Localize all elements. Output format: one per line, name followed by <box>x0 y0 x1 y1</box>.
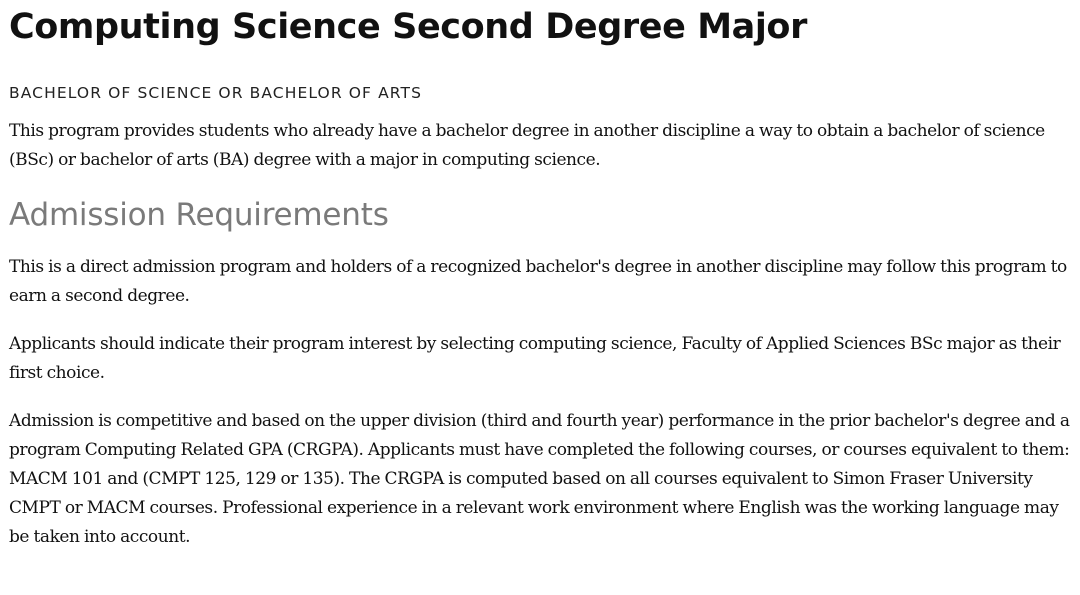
admission-section <box>9 195 1075 552</box>
admission-heading: Admission Requirements <box>9 197 389 233</box>
degree-subtitle: BACHELOR OF SCIENCE OR BACHELOR OF ARTS <box>9 84 423 102</box>
page-title: Computing Science Second Degree Major <box>9 7 807 47</box>
admission-paragraph-direct: This is a direct admission program and holders of a recognized bachelor's degree in another discipline may follow this program to earn a second degree. <box>9 257 1067 306</box>
admission-paragraph-competitive: Admission is competitive and based on the upper division (third and fourth year) performance in the prior bachelor's degree and a program Computing Related GPA (CRGPA). Applicants must have completed the following courses, or courses equivalent to them: MACM 101 and (CMPT 125, 129 or 135). The CRGPA is computed based on all courses equivalent to Simon Fraser University CMPT or MACM courses. Professional experience in a relevant work environment where English was the working language may be taken into account. <box>9 411 1070 547</box>
admission-paragraph-interest: Applicants should indicate their program interest by selecting computing science, Faculty of Applied Sciences BSc major as their first choice. <box>9 334 1061 383</box>
program-page <box>9 0 1075 552</box>
program-intro: This program provides students who already have a bachelor degree in another discipline a way to obtain a bachelor of science (BSc) or bachelor of arts (BA) degree with a major in computing science. <box>9 121 1045 170</box>
